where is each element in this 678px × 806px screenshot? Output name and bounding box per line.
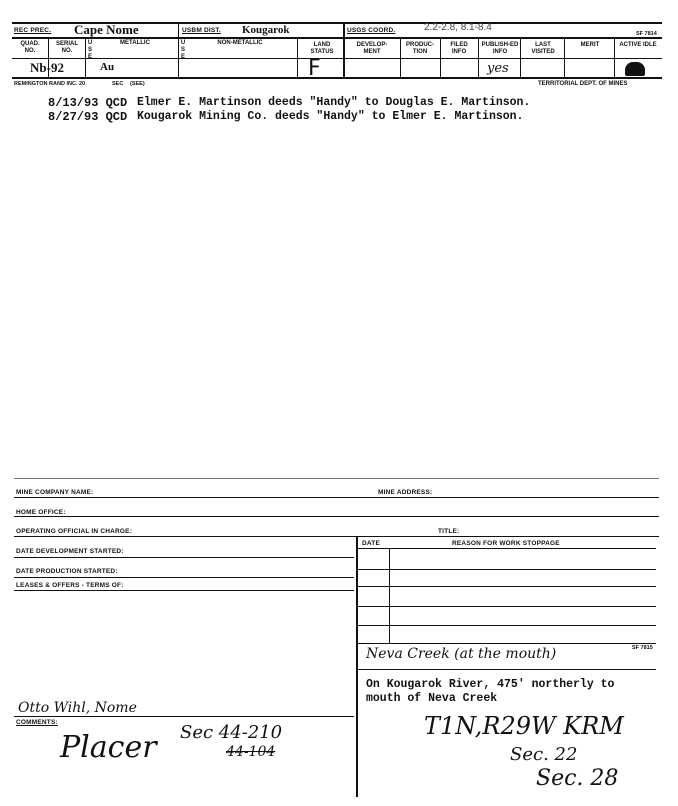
mine-company-name-label: MINE COMPANY NAME: <box>16 489 94 496</box>
land-status-value: F <box>308 56 321 81</box>
entry-text: Kougarok Mining Co. deeds "Handy" to Elmer E. Martinson. <box>137 110 524 123</box>
published-value: yes <box>487 61 509 76</box>
serial-value: Au <box>100 61 115 73</box>
location-note: Neva Creek (at the mouth) <box>366 646 557 662</box>
department: TERRITORIAL DEPT. OF MINES <box>538 81 628 87</box>
entry-text: Elmer E. Martinson deeds "Handy" to Douglas E. Martinson. <box>137 96 531 109</box>
col-use-metallic: U S E <box>87 40 93 60</box>
quad-value: Nb-92 <box>30 60 64 75</box>
mine-address-label: MINE ADDRESS: <box>378 489 433 496</box>
printer-mark: REMINGTON RAND INC. 20 <box>14 81 86 87</box>
rec-prec-label: REC PREC. <box>14 27 52 34</box>
col-merit: MERIT <box>580 42 600 48</box>
col-nonmetallic: NON-METALLIC <box>217 40 263 46</box>
operating-official-label: OPERATING OFFICIAL IN CHARGE: <box>16 528 133 535</box>
sec-b-note: Sec. 28 <box>536 766 619 791</box>
col-development: DEVELOP-MENT <box>356 42 388 55</box>
rec-prec-value: Cape Nome <box>74 22 139 37</box>
col-production: PRODUC-TION <box>406 42 434 55</box>
date-production-label: DATE PRODUCTION STARTED: <box>16 568 118 575</box>
col-filed-info: FILED INFO <box>450 42 468 55</box>
date-development-label: DATE DEVELOPMENT STARTED: <box>16 548 124 555</box>
usbm-dist-value: Kougarok <box>242 24 290 36</box>
sec-a-note: Sec. 22 <box>510 744 578 765</box>
col-last-visited: LAST VISITED <box>531 42 555 55</box>
title-label: TITLE: <box>438 528 460 535</box>
comments-label: COMMENTS: <box>16 719 58 726</box>
owner-note: Otto Wihl, Nome <box>18 700 137 716</box>
usbm-dist-label: USBM DIST. <box>182 27 221 34</box>
usgs-coord-value: 2.2-2.8, 8.1-8.4 <box>424 22 492 33</box>
date-col-label: DATE <box>362 540 381 547</box>
sec-mark: SEC <box>112 81 124 87</box>
usgs-coord-label: USGS COORD. <box>347 27 396 34</box>
col-published-info: PUBLISH-ED INFO <box>481 42 519 55</box>
col-metallic: METALLIC <box>120 40 150 46</box>
typed-location: On Kougarok River, 475' northerly to mouth of Neva Creek <box>366 678 615 705</box>
active-status-mark <box>625 62 645 76</box>
home-office-label: HOME OFFICE: <box>16 509 66 516</box>
col-use-nonmetallic: U S E <box>180 40 186 60</box>
sec2-mark: (SEE) <box>130 81 145 87</box>
form-number-bottom: SF 7815 <box>632 645 653 651</box>
col-quad-no: QUAD. NO. <box>20 41 40 54</box>
reason-col-label: REASON FOR WORK STOPPAGE <box>452 540 560 547</box>
sec-note: Sec 44-210 <box>180 722 283 743</box>
entry-date: 8/27/93 QCD <box>48 110 128 124</box>
struck-note: 44-104 <box>226 744 276 760</box>
col-serial-no: SERIAL NO. <box>55 41 78 54</box>
type-note: Placer <box>60 730 157 765</box>
leases-label: LEASES & OFFERS - TERMS OF: <box>16 582 124 589</box>
township-note: T1N,R29W KRM <box>424 712 624 740</box>
entry-date: 8/13/93 QCD <box>48 96 128 110</box>
col-land-status: LAND STATUS <box>310 42 334 55</box>
col-active-idle: ACTIVE IDLE <box>619 42 657 48</box>
form-number-top: SF 7814 <box>636 31 657 37</box>
